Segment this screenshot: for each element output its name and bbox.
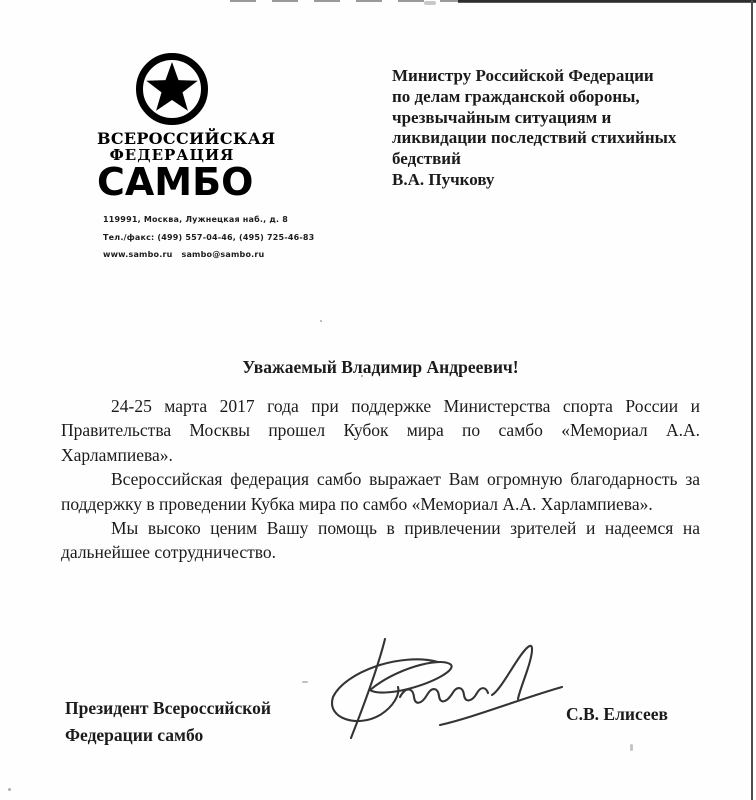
signer-title-line1: Президент Всероссийской (65, 698, 271, 718)
recipient-block (392, 66, 676, 191)
letterhead-contact (103, 211, 314, 264)
handwritten-signature-icon (300, 627, 580, 739)
body-paragraph: Всероссийская федерация самбо выражает Вам огромную благодарность за поддержку в проведении Кубка мира по самбо «Мемориал А.А. Харлампиева». (61, 469, 700, 514)
recipient-line: по делам гражданской обороны, (392, 86, 640, 106)
letterhead-website: www.sambo.ru (103, 250, 173, 259)
org-name-line2: ФЕДЕРАЦИЯ (109, 146, 235, 164)
signer-title (65, 695, 271, 748)
recipient-line: бедствий (392, 149, 461, 169)
recipient-name: В.А. Пучкову (392, 169, 495, 189)
org-name-line1: ВСЕРОССИЙСКАЯ (97, 129, 276, 148)
recipient-line: чрезвычайным ситуациям и (392, 107, 612, 127)
signer-name: С.В. Елисеев (566, 704, 668, 724)
star-in-ring-icon (136, 53, 208, 125)
recipient-line: ликвидации последствий стихийных (392, 128, 677, 148)
letterhead-email: sambo@sambo.ru (181, 250, 265, 259)
recipient-line: Министру Российской Федерации (392, 66, 654, 85)
scan-speck (320, 320, 322, 322)
scan-artifact-right-line (751, 0, 753, 800)
body-paragraph: Мы высоко ценим Вашу помощь в привлечении зрителей и надеемся на дальнейшее сотрудничество. (61, 518, 700, 563)
body-paragraph: 24-25 марта 2017 года при поддержке Министерства спорта России и Правительства Москвы прошел Кубок мира по самбо «Мемориал А.А. Харлампиева». (61, 396, 700, 465)
letter-body (61, 394, 700, 565)
letterhead-address: 119991, Москва, Лужнецкая наб., д. 8 (103, 215, 289, 224)
org-name-sambo: САМБО (97, 160, 254, 204)
scan-speck (8, 788, 11, 791)
letterhead-links (103, 246, 314, 264)
scan-speck (424, 1, 436, 5)
salutation: Уважаемый Владимир Андреевич! (242, 357, 519, 377)
scan-artifact-top-line (458, 0, 756, 3)
letterhead (97, 53, 276, 204)
signer-title-line2: Федерации самбо (65, 724, 204, 745)
letterhead-phone: Тел./факс: (499) 557-04-46, (495) 725-46-83 (103, 232, 315, 242)
scan-speck (630, 744, 633, 751)
